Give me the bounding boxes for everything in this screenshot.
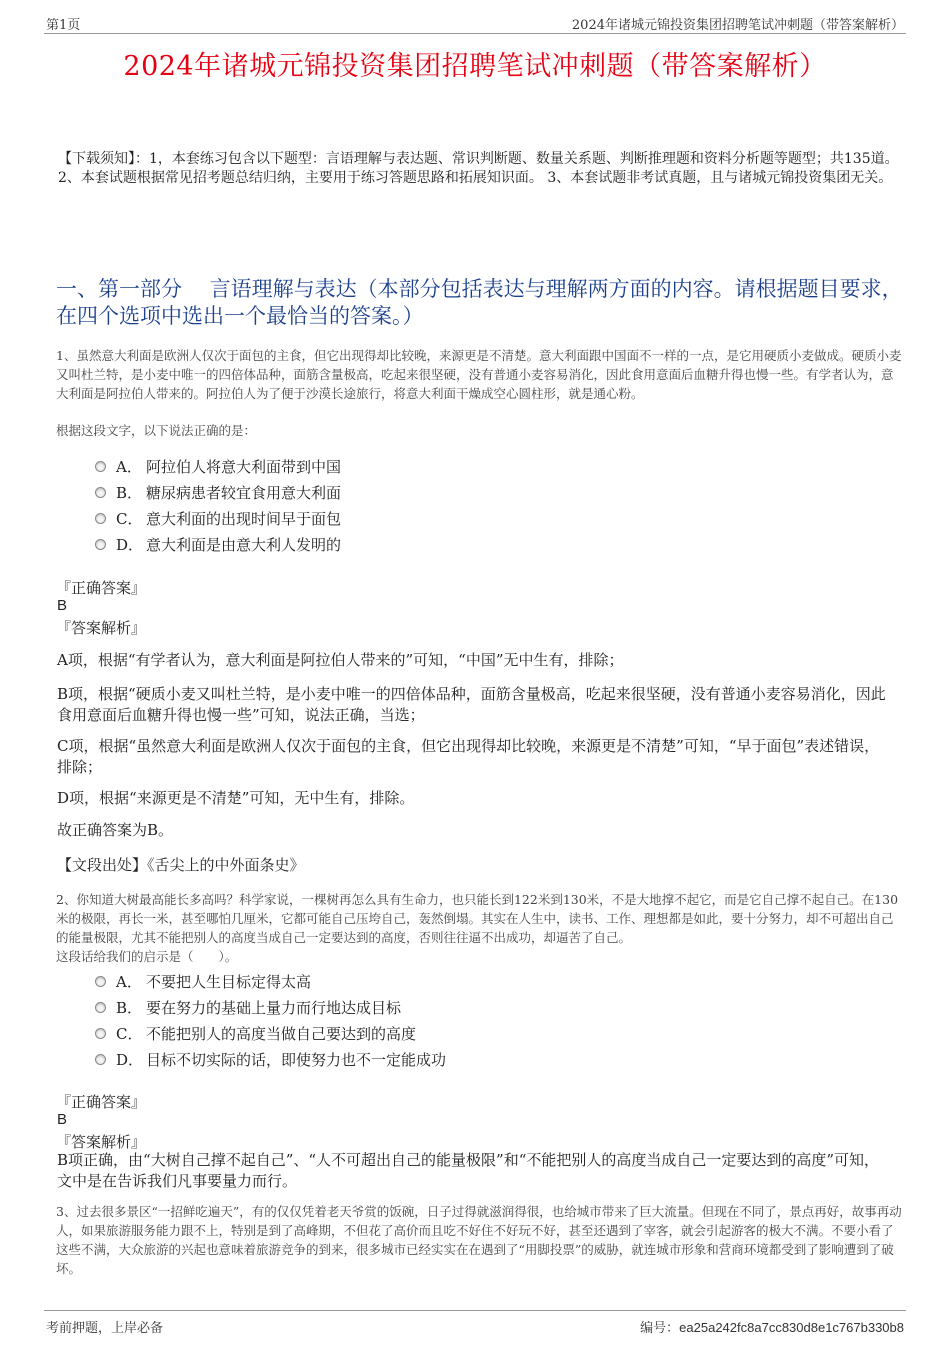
- question-1-text: 1、虽然意大利面是欧洲人仅次于面包的主食，但它出现得却比较晚，来源更是不清楚。意大利面跟中国面不一样的一点，是它用硬质小麦做成。硬质小麦又叫杜兰特，是小麦中唯一的四倍体品种，面筋含量极高，吃起来很坚硬，没有普通小麦容易消化，因此食用意面后血糖升得也慢一些。有学者认为，意大利面是阿拉伯人带来的。阿拉伯人为了便于沙漠长途旅行，将意大利面干燥成空心圆柱形，就是通心粉。: [56, 348, 902, 401]
- q1-answer: B: [57, 597, 68, 614]
- q1-explanation-b: B项，根据“硬质小麦又叫杜兰特，是小麦中唯一的四倍体品种，面筋含量极高，吃起来很坚硬，没有普通小麦容易消化，因此食用意面后血糖升得也慢一些”可知，说法正确，当选；: [57, 685, 886, 724]
- q2-answer-label: 『正确答案』: [56, 1093, 147, 1111]
- q1-explanation-c: C项，根据“虽然意大利面是欧洲人仅次于面包的主食，但它出现得却比较晚，来源更是不清楚”可知，“早于面包”表述错误，排除；: [57, 737, 880, 776]
- footer-code: [640, 1317, 904, 1336]
- q2-analysis-label: 『答案解析』: [56, 1133, 147, 1151]
- q1-explanation-d: D项，根据“来源更是不清楚”可知，无中生有，排除。: [57, 789, 415, 807]
- radio-icon[interactable]: [95, 1002, 106, 1013]
- question-1-prompt: 根据这段文字，以下说法正确的是：: [56, 423, 257, 438]
- q1-explanation-a: A项，根据“有学者认为，意大利面是阿拉伯人带来的”可知，“中国”无中生有，排除；: [57, 651, 624, 669]
- question-2-text: 2、你知道大树最高能长多高吗？科学家说，一棵树再怎么具有生命力，也只能长到122米到130米，不是大地撑不起它，而是它自己撑不起自己。在130米的极限，再长一米，甚至哪怕几厘米，它都可能自己压垮自己，轰然倒塌。其实在人生中，读书、工作、理想都是如此，要十分努力，却不可超出自己的能量极限，尤其不能把别人的高度当成自己一定要达到的高度，否则往往逼不出成功，却逼苦了自己。: [56, 892, 899, 945]
- radio-icon[interactable]: [95, 487, 106, 498]
- section-title: 一、第一部分 言语理解与表达（本部分包括表达与理解两方面的内容。请根据题目要求，在四个选项中选出一个最恰当的答案。）: [56, 277, 903, 328]
- radio-icon[interactable]: [95, 976, 106, 987]
- radio-icon[interactable]: [95, 461, 106, 472]
- radio-icon[interactable]: [95, 1028, 106, 1039]
- q1-answer-label: 『正确答案』: [56, 579, 147, 597]
- header-divider: [44, 33, 906, 34]
- q1-option-a[interactable]: A． 阿拉伯人将意大利面带到中国: [95, 456, 341, 477]
- download-notice: 【下载须知】：1，本套练习包含以下题型：言语理解与表达题、常识判断题、数量关系题、判断推理题和资料分析题等题型；共135道。 2、本套试题根据常见招考题总结归纳，主要用于练习答题思路和拓展知识面。 3、本套试题非考试真题，且与诸城元锦投资集团无关。: [58, 151, 899, 186]
- q2-explanation: B项正确，由“大树自己撑不起自己”、“人不可超出自己的能量极限”和“不能把别人的高度当成自己一定要达到的高度”可知，文中是在告诉我们凡事要量力而行。: [57, 1151, 880, 1190]
- radio-icon[interactable]: [95, 1054, 106, 1065]
- q1-analysis-label: 『答案解析』: [56, 619, 147, 637]
- q2-option-c[interactable]: C． 不能把别人的高度当做自己要达到的高度: [95, 1023, 416, 1044]
- radio-icon[interactable]: [95, 539, 106, 550]
- footer-divider: [44, 1310, 906, 1311]
- footer-code-label: 编号：: [640, 1321, 680, 1336]
- page-title: 2024年诸城元锦投资集团招聘笔试冲刺题（带答案解析）: [123, 51, 827, 82]
- question-2-prompt: 这段话给我们的启示是（ ）。: [56, 949, 238, 964]
- header-doc-title: 2024年诸城元锦投资集团招聘笔试冲刺题（带答案解析）: [571, 18, 904, 33]
- q2-option-a[interactable]: A． 不要把人生目标定得太高: [95, 971, 311, 992]
- page-number: 第1页: [46, 18, 81, 33]
- footer-code-value: ea25a242fc8a7cc830d8e1c767b330b8: [679, 1320, 904, 1335]
- q1-option-c[interactable]: C． 意大利面的出现时间早于面包: [95, 508, 341, 529]
- question-3-text: 3、过去很多景区“一招鲜吃遍天”，有的仅仅凭着老天爷赏的饭碗，日子过得就滋润得很，也给城市带来了巨大流量。但现在不同了，景点再好，故事再动人，如果旅游服务能力跟不上，特别是到了高峰期，不但花了高价而且吃不好住不好玩不好，甚至还遇到了宰客，就会引起游客的极大不满。不要小看了这些不满，大众旅游的兴起也意味着旅游竞争的到来，很多城市已经实实在在遇到了“用脚投票”的威胁，就连城市形象和营商环境都受到了影响遭到了破坏。: [56, 1204, 902, 1276]
- q2-option-b[interactable]: B． 要在努力的基础上量力而行地达成目标: [95, 997, 401, 1018]
- q1-option-b[interactable]: B． 糖尿病患者较宜食用意大利面: [95, 482, 341, 503]
- q1-option-d[interactable]: D． 意大利面是由意大利人发明的: [95, 534, 341, 555]
- q2-option-d[interactable]: D． 目标不切实际的话，即使努力也不一定能成功: [95, 1049, 446, 1070]
- q2-answer: B: [57, 1111, 68, 1128]
- q1-conclusion: 故正确答案为B。: [57, 821, 174, 839]
- footer-slogan: 考前押题，上岸必备: [46, 1321, 164, 1336]
- radio-icon[interactable]: [95, 513, 106, 524]
- q1-source: 【文段出处】《舌尖上的中外面条史》: [57, 856, 305, 874]
